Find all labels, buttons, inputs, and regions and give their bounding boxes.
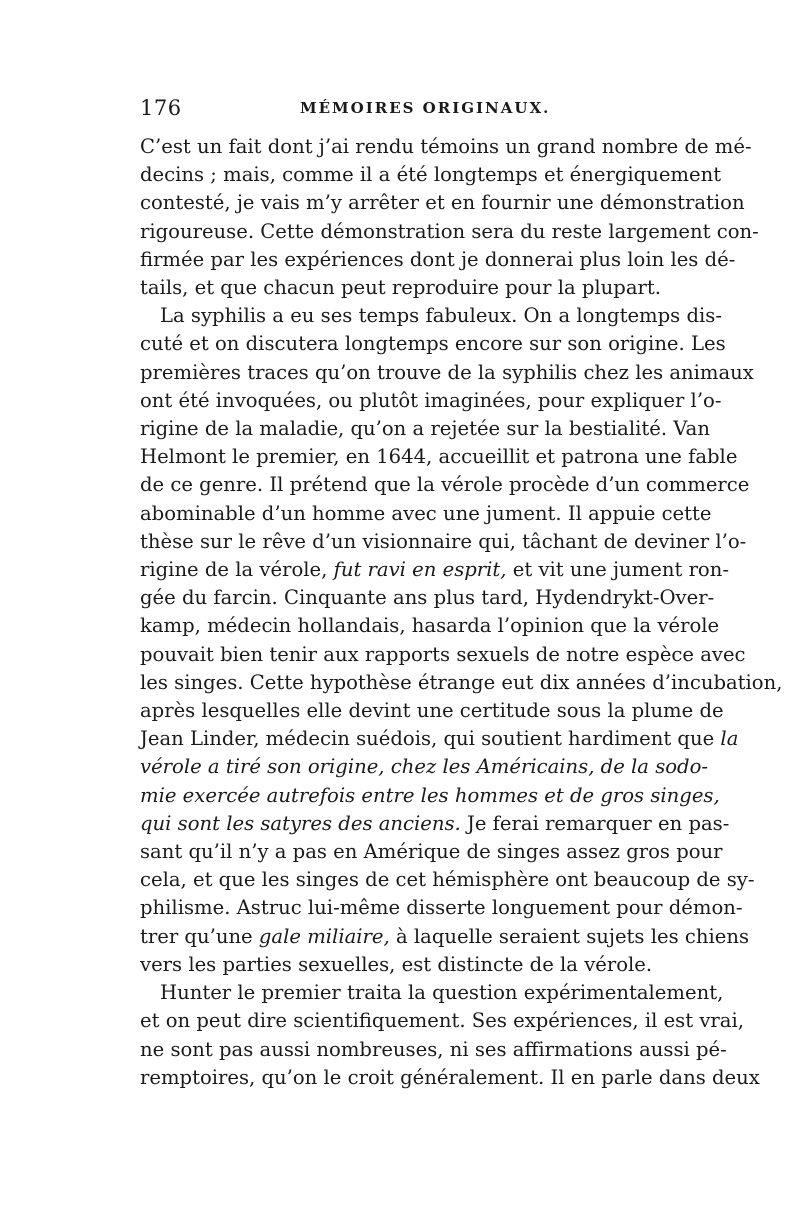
text-line: remptoires, qu’on le croit généralement. Il en parle dans deux (140, 1065, 760, 1089)
text-line: contesté, je vais m’y arrêter et en fournir une démonstration (140, 191, 745, 215)
text-line: La syphilis a eu ses temps fabuleux. On a longtemps dis- (160, 304, 722, 328)
text-line: de ce genre. Il prétend que la vérole procède d’un commerce (140, 473, 750, 497)
italic-text: fut ravi en esprit, (333, 558, 507, 582)
italic-text: qui sont les satyres des anciens. (140, 811, 461, 835)
text-line: decins ; mais, comme il a été longtemps et énergiquement (140, 163, 722, 187)
page-number: 176 (140, 96, 182, 120)
text-line: kamp, médecin hollandais, hasarda l’opinion que la vérole (140, 614, 720, 638)
text-line: thèse sur le rêve d’un visionnaire qui, tâchant de deviner l’o- (140, 529, 747, 553)
text-run: Je ferai remarquer en pas- (460, 811, 730, 835)
body-text (140, 133, 783, 1092)
text-run: rigine de la vérole, (140, 558, 334, 582)
text-line: les singes. Cette hypothèse étrange eut dix années d’incubation, (140, 670, 783, 694)
text-line (140, 810, 730, 838)
italic-text: gale miliaire, (258, 924, 390, 948)
text-line (140, 923, 749, 951)
text-line: après lesquelles elle devint une certitude sous la plume de (140, 699, 724, 723)
text-line: abominable d’un homme avec une jument. Il appuie cette (140, 501, 712, 525)
italic-text: la (720, 727, 739, 751)
text-line: C’est un fait dont j’ai rendu témoins un grand nombre de mé- (140, 135, 752, 158)
text-line: vers les parties sexuelles, est distincte de la vérole. (140, 952, 653, 976)
running-head: MÉMOIRES ORIGINAUX. (300, 99, 551, 117)
text-run: à laquelle seraient sujets les chiens (389, 924, 749, 948)
text-line: premières traces qu’on trouve de la syphilis chez les animaux (140, 360, 754, 384)
text-line: pouvait bien tenir aux rapports sexuels de notre espèce avec (140, 642, 746, 666)
text-line: Helmont le premier, en 1644, accueillit et patrona une fable (140, 445, 738, 469)
text-run: et vit une jument ron- (506, 558, 729, 582)
text-line (140, 556, 729, 584)
text-line (140, 753, 709, 781)
text-line: Hunter le premier traita la question expérimentalement, (160, 981, 724, 1005)
text-line: cela, et que les singes de cet hémisphère ont beaucoup de sy- (140, 868, 755, 892)
text-run: Jean Linder, médecin suédois, qui soutient hardiment que (140, 727, 721, 751)
text-line: firmée par les expériences dont je donnerai plus loin les dé- (140, 247, 736, 271)
text-line: sant qu’il n’y a pas en Amérique de singes assez gros pour (140, 840, 723, 864)
text-line: gée du farcin. Cinquante ans plus tard, Hydendrykt-Over- (140, 586, 715, 610)
text-line: rigine de la maladie, qu’on a rejetée sur la bestialité. Van (140, 417, 710, 441)
text-line: ne sont pas aussi nombreuses, ni ses affirmations aussi pé- (140, 1037, 727, 1061)
text-line: philisme. Astruc lui-même disserte longuement pour démon- (140, 896, 743, 920)
text-line: ont été invoquées, ou plutôt imaginées, pour expliquer l’o- (140, 388, 722, 412)
italic-text: mie exercée autrefois entre les hommes et de gros singes, (140, 783, 720, 807)
italic-text: vérole a tiré son origine, chez les Américains, de la sodo- (140, 755, 709, 779)
text-run: trer qu’une (140, 924, 259, 948)
text-line (140, 782, 720, 810)
text-line: rigoureuse. Cette démonstration sera du reste largement con- (140, 219, 759, 243)
text-line (140, 725, 739, 753)
text-line: tails, et que chacun peut reproduire pour la plupart. (140, 276, 661, 300)
text-line: cuté et on discutera longtemps encore sur son origine. Les (140, 332, 726, 356)
text-line: et on peut dire scientifiquement. Ses expériences, il est vrai, (140, 1009, 744, 1033)
